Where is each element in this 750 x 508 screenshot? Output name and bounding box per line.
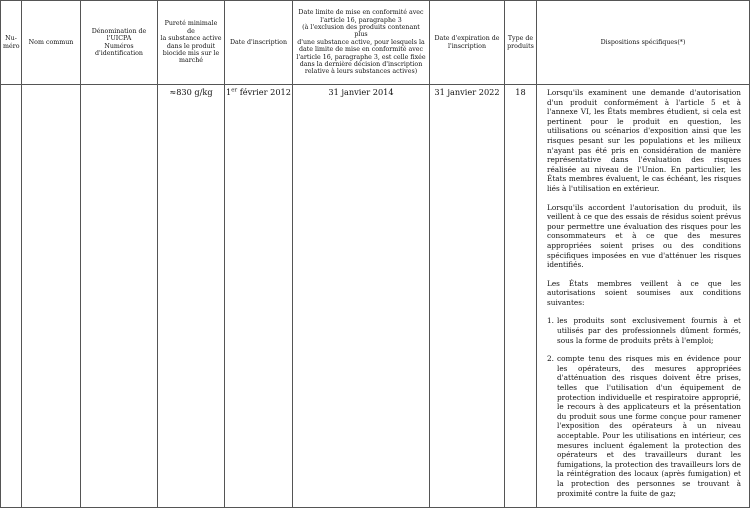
cell-purete: ≈830 g/kg	[158, 85, 225, 508]
list-item-number: 2.	[547, 354, 554, 364]
header-purete: Pureté minimale de la substance active dans le produit biocide mis sur le marché	[158, 1, 225, 85]
header-nom-commun: Nom commun	[22, 1, 81, 85]
conditions-list	[547, 316, 741, 498]
list-item-number: 1.	[547, 316, 554, 326]
header-date-limite: Date limite de mise en conformité avec l'article 16, paragraphe 3 (à l'exclusion des produits contenant plus d'une substance active, pour lesquels la date limite de mise en conformité avec l'article 16, paragraphe 3, est celle fixée dans la dernière décision d'inscription relative à leurs substances actives)	[293, 1, 430, 85]
paragraph: Lorsqu'ils examinent une demande d'autorisation d'un produit conformément à l'article 5 et à l'annexe VI, les États membres étudient, si cela est pertinent pour le produit en question, les utilisations ou scénarios d'exposition ainsi que les risques pesant sur les populations et les milieux n'ayant pas été pris en considération de manière représentative dans l'évaluation des risques réalisée au niveau de l'Union. En particulier, les États membres évaluent, le cas échéant, les risques liés à l'utilisation en extérieur.	[547, 88, 741, 193]
date-inscription-day: 1	[226, 87, 232, 97]
date-inscription-sup: er	[231, 87, 238, 94]
list-item-text: compte tenu des risques mis en évidence pour les opérateurs, des mesures appropriées d'atténuation des risques doivent être prises, telles que l'utilisation d'un équipement de protection individuelle et respiratoire approprié, le recours à des applicateurs et la présentation du produit sous une forme conçue pour ramener l'exposition des opérateurs à un niveau acceptable. Pour les utilisations en intérieur, ces mesures incluent également la protection des opérateurs et des travailleurs durant les fumigations, la protection des travailleurs lors de la réintégration des locaux (après fumigation) et la protection des personnes se trouvant à proximité contre la fuite de gaz;	[557, 354, 741, 498]
header-type-produits: Type de produits	[505, 1, 537, 85]
header-denomination: Dénomination de l'UICPA Numéros d'identification	[81, 1, 158, 85]
cell-date-expiration: 31 janvier 2022	[430, 85, 505, 508]
cell-date-limite: 31 janvier 2014	[293, 85, 430, 508]
paragraph: Les États membres veillent à ce que les autorisations soient soumises aux conditions suivantes:	[547, 278, 741, 307]
cell-denomination	[81, 85, 158, 508]
paragraph: Lorsqu'ils accordent l'autorisation du produit, ils veillent à ce que des essais de résidus soient prévus pour permettre une évaluation des risques pour les consommateurs et à ce que des mesures appropriées soient prises ou des conditions spécifiques imposées en vue d'atténuer les risques identifiés.	[547, 202, 741, 270]
header-dispositions: Dispositions spécifiques(*)	[537, 1, 750, 85]
header-date-inscription: Date d'inscription	[225, 1, 293, 85]
list-item-text: les produits sont exclusivement fournis à et utilisés par des professionnels dûment formés, sous la forme de produits prêts à l'emploi;	[557, 316, 741, 345]
cell-type-produits: 18	[505, 85, 537, 508]
table-row	[1, 85, 750, 508]
list-item	[547, 316, 741, 345]
date-inscription-rest: février 2012	[237, 87, 291, 97]
cell-date-inscription	[225, 85, 293, 508]
cell-nom-commun	[22, 85, 81, 508]
list-item	[547, 354, 741, 498]
cell-dispositions	[537, 85, 750, 508]
cell-numero	[1, 85, 22, 508]
header-numero: Nu- méro	[1, 1, 22, 85]
header-date-expiration: Date d'expiration de l'inscription	[430, 1, 505, 85]
header-row	[1, 1, 750, 85]
